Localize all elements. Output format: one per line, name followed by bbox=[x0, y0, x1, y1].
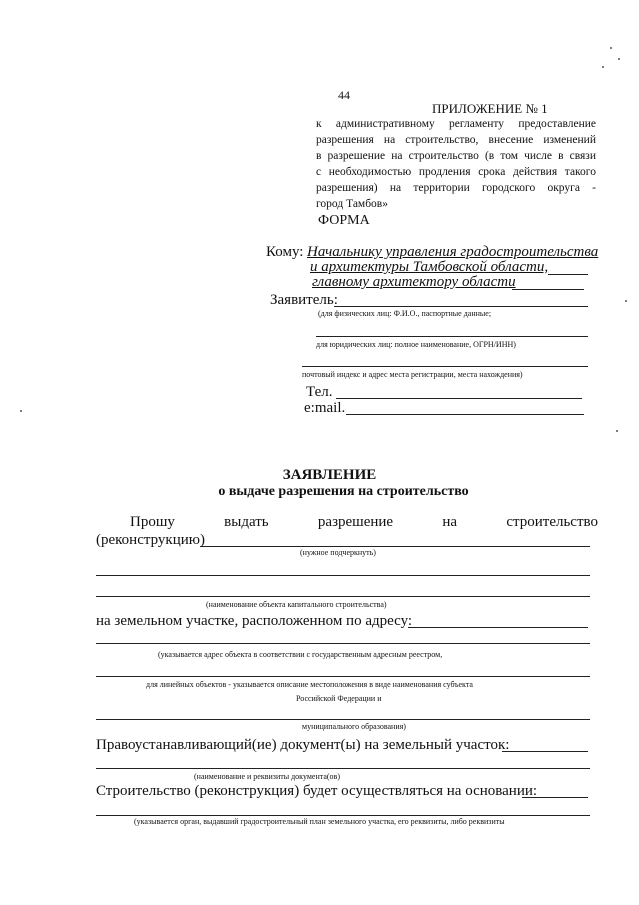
documents-field-line[interactable] bbox=[502, 751, 588, 752]
appendix-title: ПРИЛОЖЕНИЕ № 1 bbox=[432, 101, 548, 116]
land-plot-text: на земельном участке, расположенном по адресу: bbox=[96, 613, 413, 629]
request-word: строительство bbox=[506, 514, 598, 530]
document-subtitle: о выдаче разрешения на строительство bbox=[218, 484, 469, 499]
phone-field-line[interactable] bbox=[336, 398, 582, 399]
appendix-line: разрешения) на территории городского округа - bbox=[316, 182, 596, 194]
recipient-line: Начальнику управления градостроительства bbox=[307, 244, 599, 260]
request-word: на bbox=[442, 514, 458, 530]
request-word: разрешение bbox=[317, 514, 394, 530]
recipient-line: главному архитектору области bbox=[312, 274, 516, 290]
basis-field-line[interactable] bbox=[522, 797, 588, 798]
applicant-field-line[interactable] bbox=[302, 366, 588, 367]
scan-speck bbox=[610, 47, 612, 49]
email-field-line[interactable] bbox=[346, 414, 584, 415]
scan-speck bbox=[20, 410, 22, 412]
recipient-line: и архитектуры Тамбовской области, bbox=[310, 259, 549, 275]
hint-land-address: (указывается адрес объекта в соответствии с государственным адресным реестром, bbox=[158, 650, 443, 659]
hint-basis: (указывается орган, выдавший градостроительный план земельного участка, его реквизиты, либо реквизиты bbox=[134, 817, 505, 826]
document-title: ЗАЯВЛЕНИЕ bbox=[282, 467, 377, 483]
hint-address: почтовый индекс и адрес места регистрации, места нахождения) bbox=[302, 370, 523, 379]
basis-text: Строительство (реконструкция) будет осуществляться на основании: bbox=[96, 783, 538, 799]
address-field-line[interactable] bbox=[96, 676, 590, 677]
address-field-line[interactable] bbox=[96, 643, 590, 644]
appendix-line: с необходимостью продления срока действия такого bbox=[316, 166, 596, 178]
recipient-label: Кому: bbox=[266, 244, 304, 260]
page-number: 44 bbox=[338, 88, 350, 102]
basis-field-line[interactable] bbox=[96, 815, 590, 816]
hint-title-documents: (наименование и реквизиты документа(ов) bbox=[194, 772, 340, 781]
scan-speck bbox=[618, 58, 620, 60]
hint-linear-2: Российской Федерации и bbox=[296, 694, 382, 703]
email-label: e:mail. bbox=[304, 400, 346, 416]
reconstruction-label: (реконструкцию) bbox=[96, 532, 205, 548]
request-line bbox=[130, 514, 598, 531]
appendix-line: разрешения на строительство, внесение изменений bbox=[316, 134, 596, 146]
scan-speck bbox=[625, 300, 627, 302]
form-label: ФОРМА bbox=[318, 213, 370, 228]
title-documents-text: Правоустанавливающий(ие) документ(ы) на земельный участок: bbox=[96, 737, 510, 753]
hint-individuals: (для физических лиц: Ф.И.О., паспортные данные; bbox=[318, 309, 492, 318]
address-field-line[interactable] bbox=[408, 627, 588, 628]
appendix-line: к административному регламенту предоставление bbox=[316, 118, 596, 130]
phone-label: Тел. bbox=[306, 384, 333, 400]
request-word: Прошу bbox=[130, 514, 175, 530]
hint-underline: (нужное подчеркнуть) bbox=[300, 548, 376, 557]
hint-object-name: (наименование объекта капитального строительства) bbox=[206, 600, 387, 609]
object-field-line[interactable] bbox=[200, 546, 590, 547]
field-underline bbox=[548, 274, 588, 275]
hint-municipality: муниципального образования) bbox=[302, 722, 406, 731]
request-word: выдать bbox=[224, 514, 269, 530]
applicant-label: Заявитель: bbox=[270, 292, 338, 308]
hint-legal: для юридических лиц: полное наименование, ОГРН/ИНН) bbox=[316, 340, 516, 349]
appendix-line: в разрешение на строительство (в том числе в связи bbox=[316, 150, 596, 162]
scan-speck bbox=[616, 430, 618, 432]
scan-speck bbox=[602, 66, 604, 68]
address-field-line[interactable] bbox=[96, 719, 590, 720]
object-field-line[interactable] bbox=[96, 575, 590, 576]
field-underline bbox=[512, 289, 584, 290]
appendix-line: город Тамбов» bbox=[316, 198, 388, 210]
documents-field-line[interactable] bbox=[96, 768, 590, 769]
appendix-text bbox=[316, 116, 596, 212]
hint-linear-1: для линейных объектов - указывается описание местоположения в виде наименования субъекта bbox=[146, 680, 473, 689]
object-field-line[interactable] bbox=[96, 596, 590, 597]
applicant-field-line[interactable] bbox=[316, 336, 588, 337]
applicant-field-line[interactable] bbox=[334, 306, 588, 307]
